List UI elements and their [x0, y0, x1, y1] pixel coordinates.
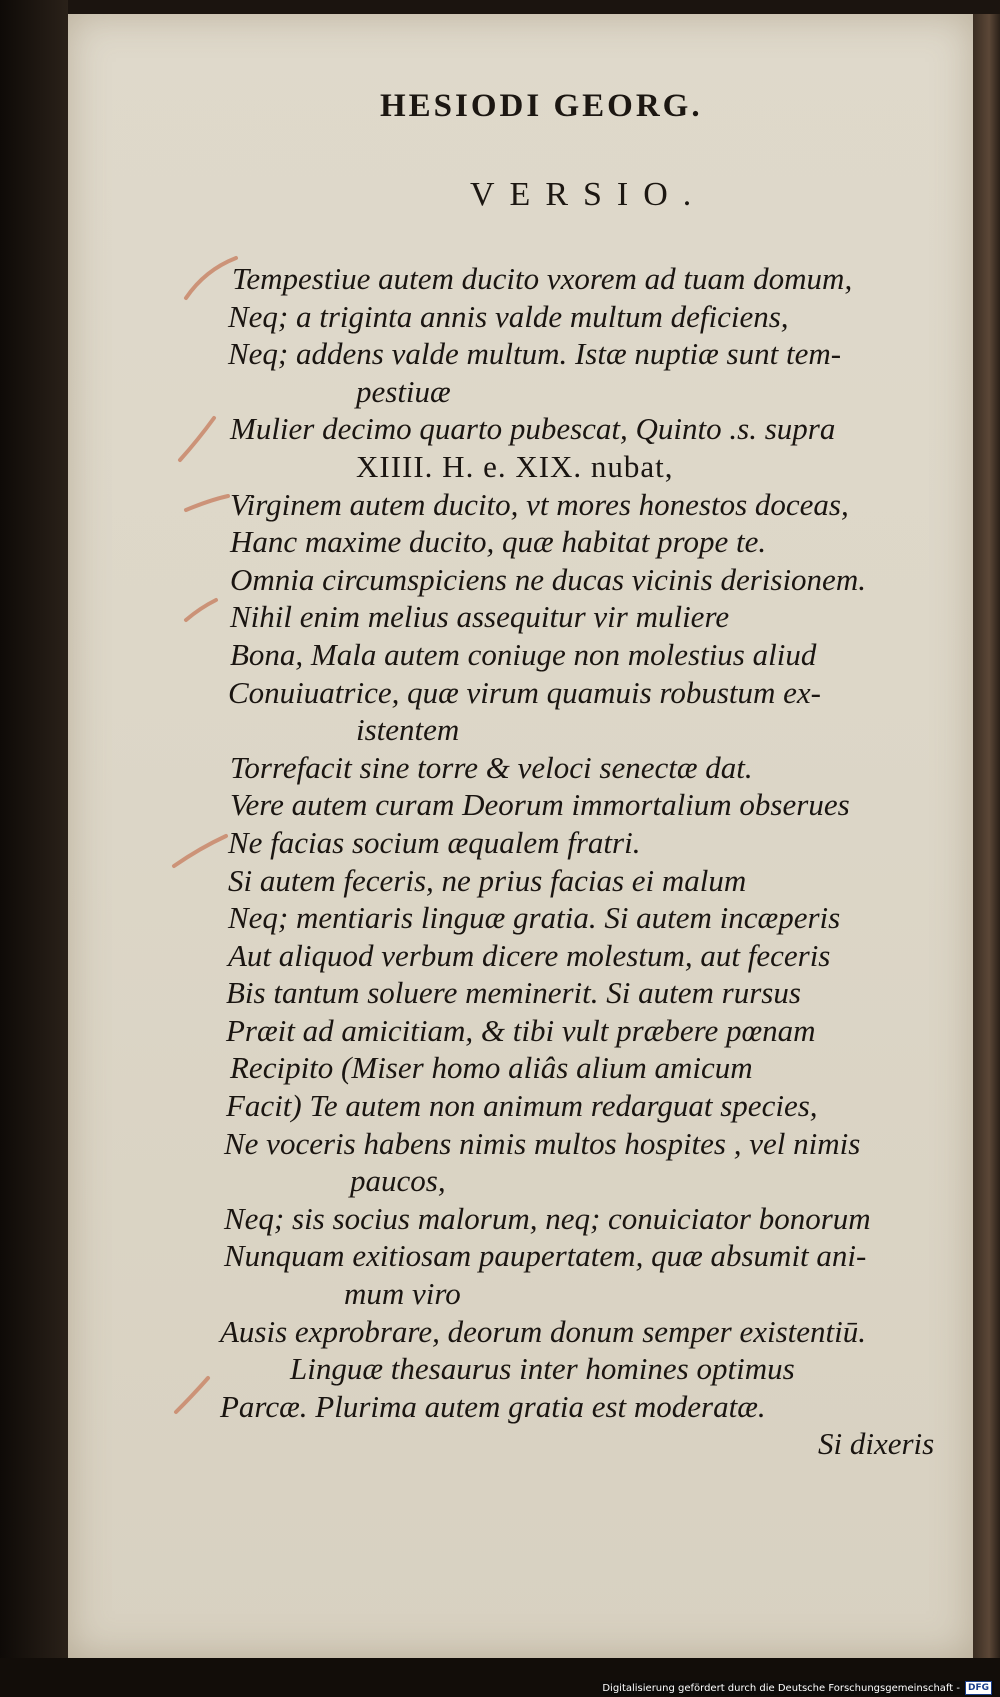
- verse-line: pestiuæ: [356, 373, 451, 409]
- verse-line: Neq; sis socius malorum, neq; conuiciator bonorum: [224, 1200, 871, 1236]
- footer-text: Digitalisierung gefördert durch die Deutsche Forschungsgemeinschaft -: [602, 1682, 960, 1694]
- digitization-footer: [600, 1681, 994, 1695]
- verse-line: mum viro: [344, 1276, 461, 1312]
- page-edge: [973, 14, 1000, 1658]
- verse-line: Facit) Te autem non animum redarguat species,: [226, 1088, 818, 1124]
- section-title: VERSIO.: [470, 176, 707, 213]
- verse-line: Omnia circumspiciens ne ducas vicinis derisionem.: [230, 561, 866, 597]
- verse-line: Torrefacit sine torre & veloci senectæ dat.: [230, 749, 753, 785]
- verse-line: Parcæ. Plurima autem gratia est moderatæ.: [220, 1388, 766, 1424]
- verse-line: Ausis exprobrare, deorum donum semper existentiū.: [220, 1313, 867, 1349]
- verse-line: paucos,: [350, 1163, 446, 1199]
- verse-line: Conuiuatrice, quæ virum quamuis robustum ex-: [228, 674, 821, 710]
- verse-line: Neq; mentiaris linguæ gratia. Si autem incæperis: [228, 900, 841, 936]
- verse-line: Ne facias socium æqualem fratri.: [228, 824, 641, 860]
- dfg-logo: DFG: [965, 1681, 992, 1695]
- verse-line: istentem: [356, 712, 460, 748]
- verse-line: Linguæ thesaurus inter homines optimus: [290, 1351, 795, 1387]
- verse-line: Nihil enim melius assequitur vir muliere: [230, 599, 730, 635]
- running-head: HESIODI GEORG.: [380, 88, 703, 124]
- verse-line: Virginem autem ducito, vt mores honestos doceas,: [230, 486, 849, 522]
- verse-line: Neq; addens valde multum. Istæ nuptiæ sunt tem-: [228, 336, 842, 372]
- verse-line: Mulier decimo quarto pubescat, Quinto .s. supra: [230, 411, 836, 447]
- scan-left-shadow: [0, 0, 68, 1697]
- verse-line: Hanc maxime ducito, quæ habitat prope te.: [230, 524, 767, 560]
- verse-line: Neq; a triginta annis valde multum deficiens,: [228, 298, 789, 334]
- verse-line: Recipito (Miser homo aliâs alium amicum: [230, 1050, 753, 1086]
- verse-line: Si autem feceris, ne prius facias ei malum: [228, 862, 747, 898]
- verse-line: XIIII. H. e. XIX. nubat,: [356, 448, 674, 484]
- verse-line: Vere autem curam Deorum immortalium obserues: [230, 787, 850, 823]
- verse-line: Bis tantum soluere meminerit. Si autem rursus: [226, 975, 801, 1011]
- verse-line: Tempestiue autem ducito vxorem ad tuam domum,: [232, 261, 853, 296]
- verse-line: Nunquam exitiosam paupertatem, quæ absumit ani-: [224, 1238, 867, 1274]
- verse-line: Aut aliquod verbum dicere molestum, aut feceris: [228, 937, 831, 973]
- verse-text: [220, 260, 972, 1463]
- verse-line: Si dixeris: [818, 1426, 935, 1462]
- verse-line: Ne voceris habens nimis multos hospites , vel nimis: [224, 1125, 861, 1161]
- verse-line: Præit ad amicitiam, & tibi vult præbere pœnam: [226, 1012, 816, 1048]
- verse-line: Bona, Mala autem coniuge non molestius aliud: [230, 636, 817, 672]
